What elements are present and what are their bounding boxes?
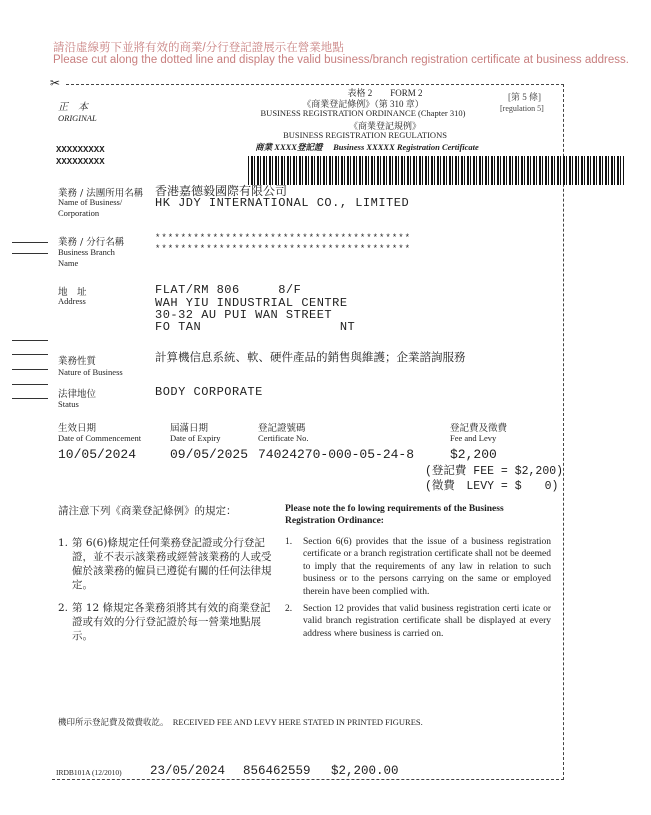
address-label-zh: 地 址 (58, 287, 87, 298)
received-statement: 機印所示登記費及徵費收訖。 RECEIVED FEE AND LEVY HERE STATED IN PRINTED FIGURES. (58, 717, 423, 727)
cut-line-bottom (52, 779, 564, 780)
fee-label-zh: 登記費及徵費 (450, 423, 508, 434)
expiry-label-en: Date of Expiry (170, 433, 221, 443)
margin-mark (12, 242, 48, 243)
address-line-2: WAH YIU INDUSTRIAL CENTRE (155, 296, 348, 310)
barcode (248, 156, 624, 185)
branch-label-zh: 業務 / 分行名稱 (58, 237, 125, 248)
cut-instruction-zh: 請沿虛線剪下並將有效的商業/分行登記證展示在營業地點 (53, 42, 344, 54)
status-label-en: Status (58, 399, 79, 409)
address-line-3: 30-32 AU PUI WAN STREET (155, 308, 333, 322)
note-2-number-en: 2. (285, 604, 293, 614)
ordinance-title-en: BUSINESS REGISTRATION ORDINANCE (Chapter 310) (260, 108, 466, 118)
note-2-number: 2. (58, 602, 69, 614)
margin-mark (12, 398, 48, 399)
legal-status: BODY CORPORATE (155, 385, 263, 399)
scissors-icon: ✂ (50, 76, 61, 90)
notes-heading-zh: 請注意下列《商業登記條例》的規定： (58, 505, 237, 517)
regulations-title-zh: 《商業登記規例》 (348, 121, 421, 131)
levy-line: (徵費 LEVY = $ 0) (425, 480, 559, 493)
regulations-title-en: BUSINESS REGISTRATION REGULATIONS (283, 130, 447, 140)
business-name-zh: 香港嘉德毅國際有限公司 (155, 184, 288, 198)
certificate-title: 商業 XXXX登記證 Business XXXXX Registration Certificate (255, 142, 479, 152)
fee-label-en: Fee and Levy (450, 433, 497, 443)
status-label-zh: 法律地位 (58, 389, 97, 400)
ordinance-title-zh: 《商業登記條例》（第 310 章） (302, 99, 424, 109)
address-line-1: FLAT/RM 806 8/F (155, 283, 302, 297)
masked-text-1: XXXXXXXXX (56, 145, 105, 155)
note-1-number-en: 1. (285, 537, 293, 547)
margin-mark (12, 384, 48, 385)
note-1-zh: 第 6(6)條規定任何業務登記證或分行登記證，並不表示該業務或經營該業務的人或受僱於該業務的僱員已遵從有關的任何法律規定。 (72, 537, 272, 591)
section-ref-zh: [第 5 條] (508, 92, 541, 102)
expiry-label-zh: 屆滿日期 (170, 423, 209, 434)
commence-date: 10/05/2024 (58, 447, 137, 462)
margin-mark (12, 369, 48, 370)
certificate-number: 74024270-000-05-24-8 (258, 447, 415, 462)
commence-label-zh: 生效日期 (58, 423, 97, 434)
nature-label-en: Nature of Business (58, 367, 123, 377)
section-ref-en: [regulation 5] (500, 104, 544, 113)
name-label-en: Name of Business/ Corporation (58, 197, 123, 218)
cut-instruction-en: Please cut along the dotted line and display the valid business/branch registration certificate at business address. (53, 54, 629, 66)
branch-name-masked-1: **************************************** (155, 233, 412, 243)
receipt-amount: $2,200.00 (331, 764, 399, 778)
receipt-number: 856462559 (243, 764, 311, 778)
address-label-en: Address (58, 296, 86, 306)
note-1-number: 1. (58, 537, 69, 549)
note-1-en: Section 6(6) provides that the issue of a business registration certificate or a branch registration certificate shall not be deemed to imply that the requirements of any law in relation to such business or to the persons carrying on the same or employed therein have been complied with. (303, 537, 551, 597)
notes-heading-en: Please note the fo lowing requirements of the Business Registration Ordinance: (285, 504, 504, 526)
commence-label-en: Date of Commencement (58, 433, 142, 443)
cut-line-top (66, 84, 564, 85)
form-number: 表格 2 FORM 2 (347, 88, 423, 98)
fee-line: (登記費 FEE = $2,200) (425, 465, 564, 478)
cert-no-label-en: Certificate No. (258, 433, 309, 443)
receipt-date: 23/05/2024 (150, 764, 226, 778)
name-label-zh: 業務 / 法團所用名稱 (58, 188, 144, 199)
margin-mark (12, 340, 48, 341)
branch-name-masked-2: **************************************** (155, 244, 412, 254)
note-2-en: Section 12 provides that valid business registration certi icate or valid branch registration certificate shall be displayed at every address where business is carried on. (303, 604, 551, 639)
fee-total: $2,200 (450, 447, 497, 462)
margin-mark (12, 354, 48, 355)
note-2-zh: 第 12 條規定各業務須將其有效的商業登記證或有效的分行登記證於每一營業地點展示。 (72, 602, 271, 642)
expiry-date: 09/05/2025 (170, 447, 249, 462)
form-code: IRDB101A (12/2010) (56, 768, 122, 777)
address-line-4: FO TAN NT (155, 320, 356, 334)
nature-label-zh: 業務性質 (58, 356, 97, 367)
original-label-en: ORIGINAL (58, 113, 97, 123)
nature-of-business: 計算機信息系統、軟、硬件產品的銷售與維護；企業諮詢服務 (155, 350, 466, 364)
margin-mark (12, 253, 48, 254)
masked-text-2: XXXXXXXXX (56, 157, 105, 167)
original-label-zh: 正 本 (58, 102, 88, 113)
branch-label-en: Business Branch Name (58, 247, 115, 268)
business-name-en: HK JDY INTERNATIONAL CO., LIMITED (155, 196, 410, 210)
cert-no-label-zh: 登記證號碼 (258, 423, 306, 434)
cut-line-right (563, 84, 564, 780)
